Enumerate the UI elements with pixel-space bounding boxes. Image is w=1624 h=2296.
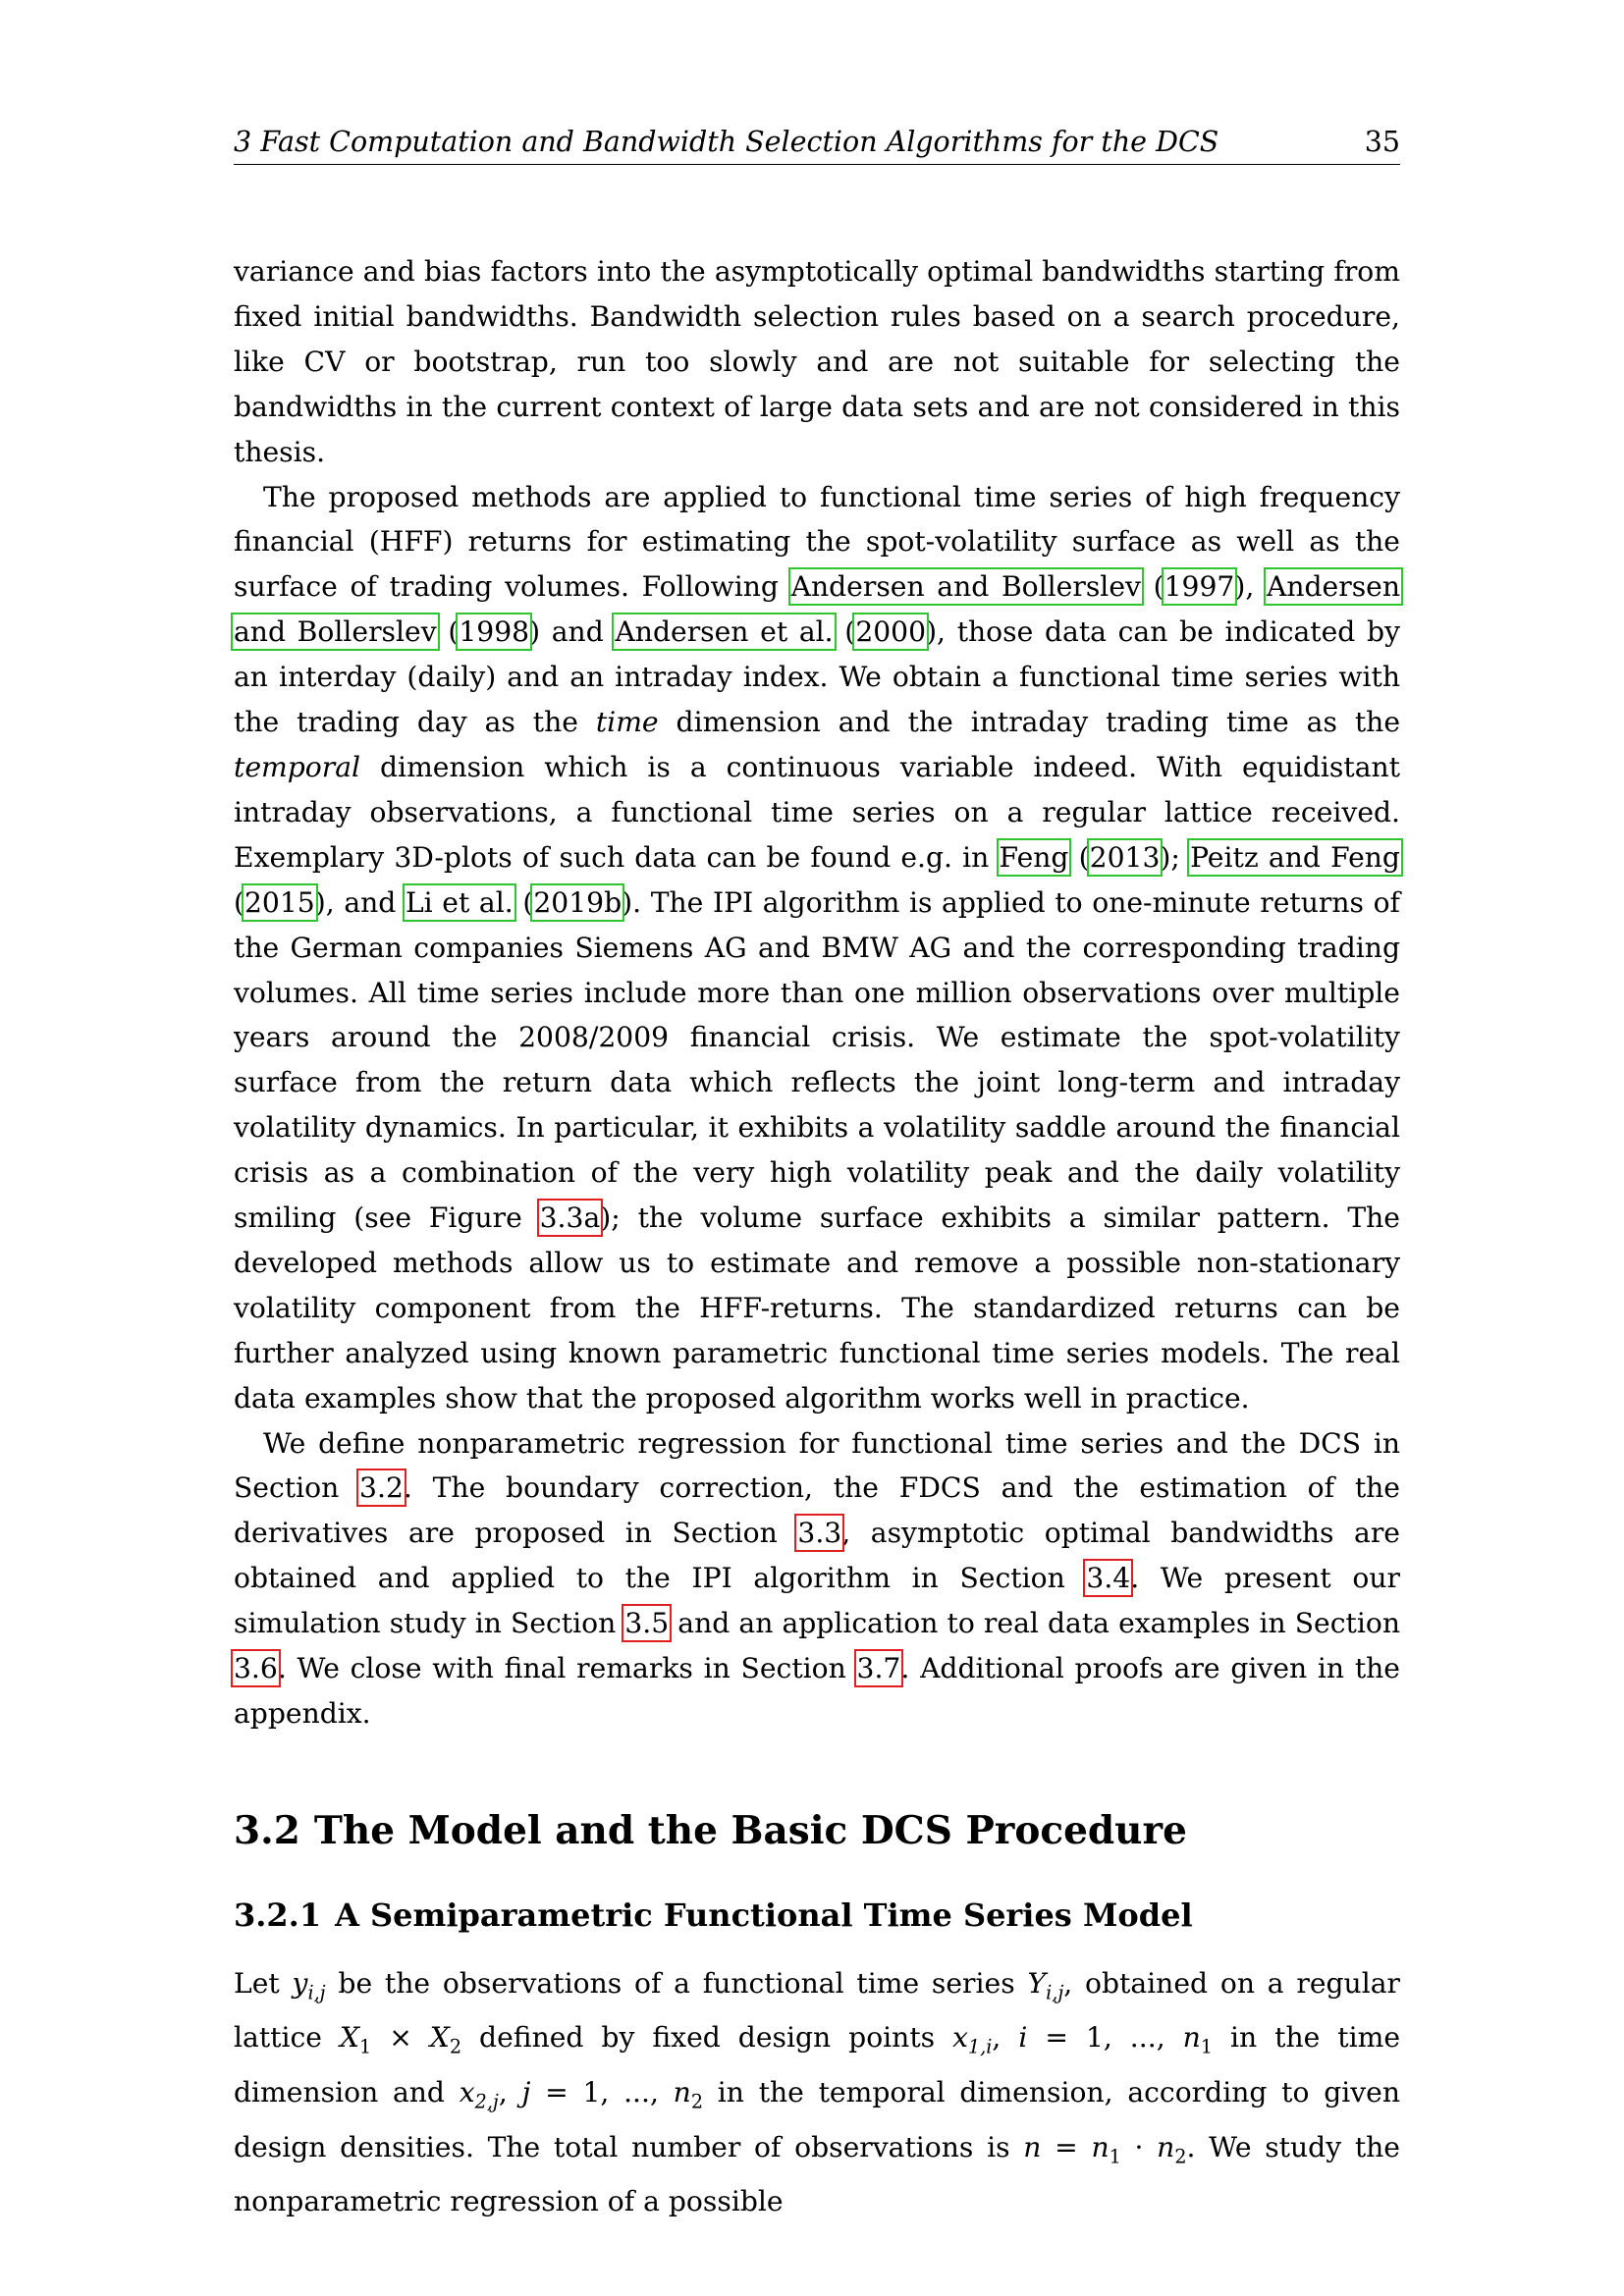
page — [234, 126, 1400, 2224]
subsection-heading — [234, 1895, 1400, 1936]
section-ref-link[interactable]: 3.5 — [624, 1607, 670, 1640]
math-i-range: i = 1, ..., $n_1$ — [1018, 2021, 1213, 2059]
emphasis-temporal: temporal — [234, 750, 361, 783]
citation-link[interactable]: Feng — [999, 840, 1069, 874]
section-ref-link[interactable]: 3.4 — [1086, 1562, 1131, 1595]
running-title: 3 Fast Computation and Bandwidth Selection Algorithms for the DCS — [234, 126, 1219, 158]
citation-link[interactable]: Li et al. — [405, 885, 514, 919]
section-number: 3.2 — [234, 1807, 300, 1853]
section-heading — [234, 1806, 1400, 1855]
citation-year-link[interactable]: 2000 — [855, 615, 927, 649]
citation-year-link[interactable]: 2019b — [533, 885, 623, 919]
math-j-range: j = 1, ..., $n_2$ — [521, 2076, 704, 2113]
math-x2: $x_{2,j}$ — [459, 2076, 499, 2113]
math-n-total: $n = n_1 \cdot n_2$ — [1023, 2130, 1187, 2168]
citation-link[interactable]: Andersen and Bollerslev — [234, 570, 1400, 649]
math-lattice: $X_1 \times X_2$ — [339, 2021, 462, 2059]
subsection-title: A Semiparametric Functional Time Series Model — [335, 1896, 1193, 1934]
citation-year-link[interactable]: 2013 — [1089, 840, 1161, 874]
emphasis-time: time — [595, 706, 659, 739]
paragraph-2: The proposed methods are applied to functional time series of high frequency financial (HFF) returns for estimating the spot-volatility surface as well as the surface of trading volumes. Following Andersen and Bollerslev (1997), Andersen and Bollerslev (1998) and Andersen et al. (2000), those data can be indicated by an interday (daily) and an intraday index. We obtain a functional time series with the trading day as the time dimension and the intraday trading time as the temporal dimension which is a continuous variable indeed. With equidistant intraday observations, a functional time series on a regular lattice received. Exemplary 3D-plots of such data can be found e.g. in Feng (2013); Peitz and Feng (2015), and Li et al. (2019b). The IPI algorithm is applied to one-minute returns of the German companies Siemens AG and BMW AG and the corresponding trading volumes. All time series include more than one million observations over multiple years around the 2008/2009 financial crisis. We estimate the spot-volatility surface from the return data which reflects the joint long-term and intraday volatility dynamics. In particular, it exhibits a volatility saddle around the financial crisis as a combination of the very high volatility peak and the daily volatility smiling (see Figure 3.3a); the volume surface exhibits a similar pattern. The developed methods allow us to estimate and remove a possible non-stationary volatility component from the HFF-returns. The standardized returns can be further analyzed using known parametric functional time series models. The real data examples show that the proposed algorithm works well in practice. — [234, 480, 1400, 1415]
citation-link[interactable]: Andersen et al. — [615, 615, 834, 649]
section-ref-link[interactable]: 3.7 — [856, 1652, 901, 1685]
math-Y: $Y_{i,j}$ — [1027, 1966, 1064, 2004]
page-number: 35 — [1364, 126, 1400, 158]
math-x1: $x_{1,i}$ — [952, 2021, 993, 2059]
paragraph-3: We define nonparametric regression for functional time series and the DCS in Section 3.2. The boundary correction, the FDCS and the estimation of the derivatives are proposed in Section 3.3, asymptotic optimal bandwidths are obtained and applied to the IPI algorithm in Section 3.4. We present our simulation study in Section 3.5 and an application to real data examples in Section 3.6. We close with final remarks in Section 3.7. Additional proofs are given in the appendix. — [234, 1426, 1400, 1730]
citation-link[interactable]: Andersen and Bollerslev — [790, 570, 1141, 604]
section-ref-link[interactable]: 3.3 — [797, 1517, 842, 1550]
section-ref-link[interactable]: 3.2 — [359, 1471, 404, 1505]
math-y: $y_{i,j}$ — [292, 1966, 326, 2004]
subsection-number: 3.2.1 — [234, 1896, 322, 1934]
citation-year-link[interactable]: 2015 — [244, 885, 315, 919]
section-ref-link[interactable]: 3.6 — [234, 1652, 278, 1685]
figure-ref-link[interactable]: 3.3a — [539, 1201, 601, 1235]
paragraph-1: variance and bias factors into the asymptotically optimal bandwidths starting from fixed initial bandwidths. Bandwidth selection rules based on a search procedure, like CV or bootstrap, run too slowly and are not suitable for selecting the bandwidths in the current context of large data sets and are not considered in this thesis. — [234, 255, 1400, 468]
citation-link[interactable]: Peitz and Feng — [1190, 840, 1400, 874]
citation-year-link[interactable]: 1998 — [459, 615, 530, 649]
running-head — [234, 126, 1400, 165]
citation-year-link[interactable]: 1997 — [1164, 570, 1235, 604]
paragraph-4: Let $y_{i,j}$ be the observations of a functional time series $Y_{i,j}$, obtained on a regular lattice $X_1 \times X_2$ defined by fixed design points $x_{1,i}$, i = 1, ..., $n_1$ in the time dimension and $x_{2,j}$, j = 1, ..., $n_2$ in the temporal dimension, according to given design densities. The total number of observations is $n = n_1 \cdot n_2$. We study the nonparametric regression of a possible — [234, 1966, 1401, 2218]
section-title: The Model and the Basic DCS Procedure — [313, 1807, 1187, 1853]
